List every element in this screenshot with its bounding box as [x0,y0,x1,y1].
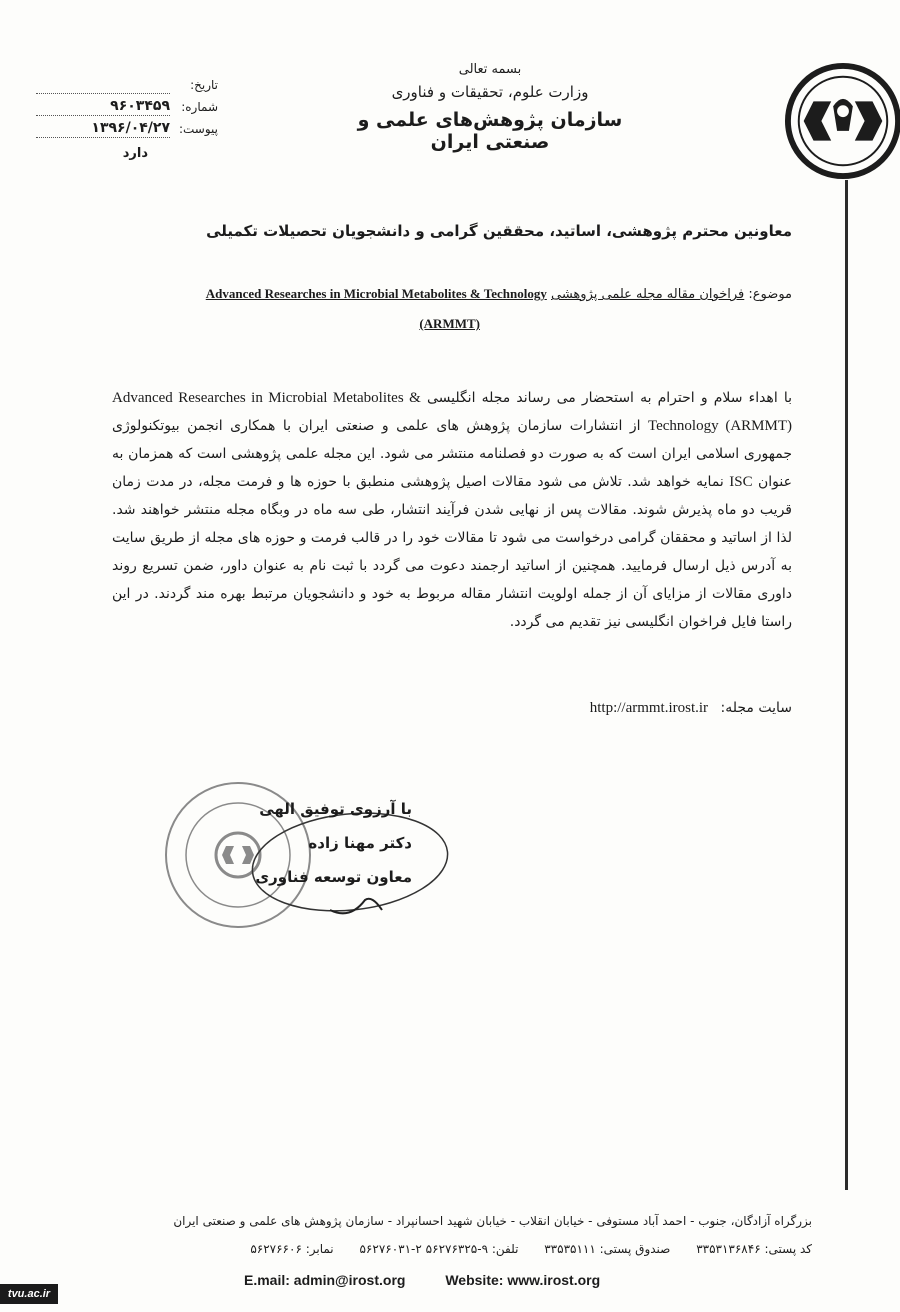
email[interactable]: E.mail: admin@irost.org [244,1272,406,1288]
body-journal-en: Advanced Researches in Microbial Metabolites & Technology (ARMMT) [112,390,793,434]
website[interactable]: Website: www.irost.org [445,1272,601,1288]
ministry-name: وزارت علوم، تحقیقات و فناوری [391,83,589,101]
attachment-label: پیوست: [178,122,218,136]
signer-title: معاون توسعه فناوری [255,868,412,886]
date-label: تاریخ: [190,78,218,92]
signature-block [255,792,412,894]
phone: تلفن: ۹-۵۶۲۷۶۳۲۵ ۲-۵۶۲۷۶۰۳۱ [359,1242,519,1256]
journal-abbr: (ARMMT) [419,316,480,331]
letterhead [340,62,640,153]
closing: با آرزوی توفیق الهی [259,800,412,818]
subject-line [92,286,792,302]
subject-text: فراخوان مقاله مجله علمی پژوهشی [551,287,745,302]
organization-name: سازمان پژوهش‌های علمی و صنعتی ایران [357,109,623,153]
body-part-3: نمایه خواهد شد. تلاش می شود مقالات اصیل پژوهشی منطبق با حوزه ها و فرمت مجله، در مدت زمان قریب دو ماه پذیرش شوند. مقالات پس از نهایی شدن فرآیند انتشار، طی سه ماه در وبگاه مجله منتشر خواهند شد. لذا از اساتید و محققان گرامی درخواست می شود تا مقالات خود را در قالب فرمت و حوزه های مجله از طریق سایت به آدرس ذیل ارسال فرمایید. همچنین از اساتید ارجمند دعوت می گردد با ثبت نام به عنوان داور، ضمن تسریع روند داوری مقالات از مزایای آن از جمله اولویت انتشار مقاله مربوط به خود و دانشجویان مرتبط بهره مند گردند. در این راستا فایل فراخوان انگلیسی نیز تقدیم می گردد. [112,474,792,630]
footer-web [244,1272,636,1288]
date-line [36,93,170,94]
fax: نمابر: ۵۶۲۷۶۶۰۶ [250,1242,334,1256]
body-part-1: با اهداء سلام و احترام به استحضار می رساند مجله انگلیسی [426,390,793,406]
journal-title-en: Advanced Researches in Microbial Metabolites & Technology [205,286,547,301]
site-url[interactable]: http://armmt.irost.ir [589,700,709,716]
subject-label: موضوع: [748,287,792,302]
footer-contacts [92,1242,812,1256]
addressees: معاونین محترم پژوهشی، اساتید، محققین گرامی و دانشجویان تحصیلات تکمیلی [206,222,792,240]
site-label: سایت مجله: [720,700,792,716]
postal-code: کد پستی: ۳۳۵۳۱۳۶۸۴۶ [696,1242,812,1256]
number-label: شماره: [181,100,218,114]
irost-logo-icon [784,62,900,180]
letter-meta [28,76,218,161]
po-box: صندوق پستی: ۳۳۵۳۵۱۱۱ [544,1242,671,1256]
attachment-row [28,120,218,142]
body-part-2: از انتشارات سازمان پژوهش های علمی و صنعتی ایران با همکاری انجمن بیوتکنولوژی جمهوری اسلامی ایران است که به صورت دو فصلنامه منتشر می شود. این مجله علمی پژوهشی است که همزمان به عنوان [112,418,792,490]
watermark-badge: tvu.ac.ir [0,1284,58,1304]
attachment-status: دارد [122,146,148,161]
attachment-line [36,137,170,138]
body-isc: ISC [729,474,753,490]
number-row [28,98,218,120]
bismillah: بسمه تعالی [458,62,522,77]
attachment-value: ۱۳۹۶/۰۴/۲۷ [91,120,170,136]
number-value: ۹۶۰۳۴۵۹ [110,98,170,114]
signer-name: دکتر مهنا زاده [308,834,412,852]
number-line [36,115,170,116]
vertical-rule [845,180,848,1190]
letter-body [112,384,792,636]
date-row [28,76,218,98]
footer-address: بزرگراه آزادگان، جنوب - احمد آباد مستوفی - خیابان انقلاب - خیابان شهید احسانپراد - سازمان پژوهش های علمی و صنعتی ایران [173,1214,812,1228]
journal-site [590,700,792,717]
